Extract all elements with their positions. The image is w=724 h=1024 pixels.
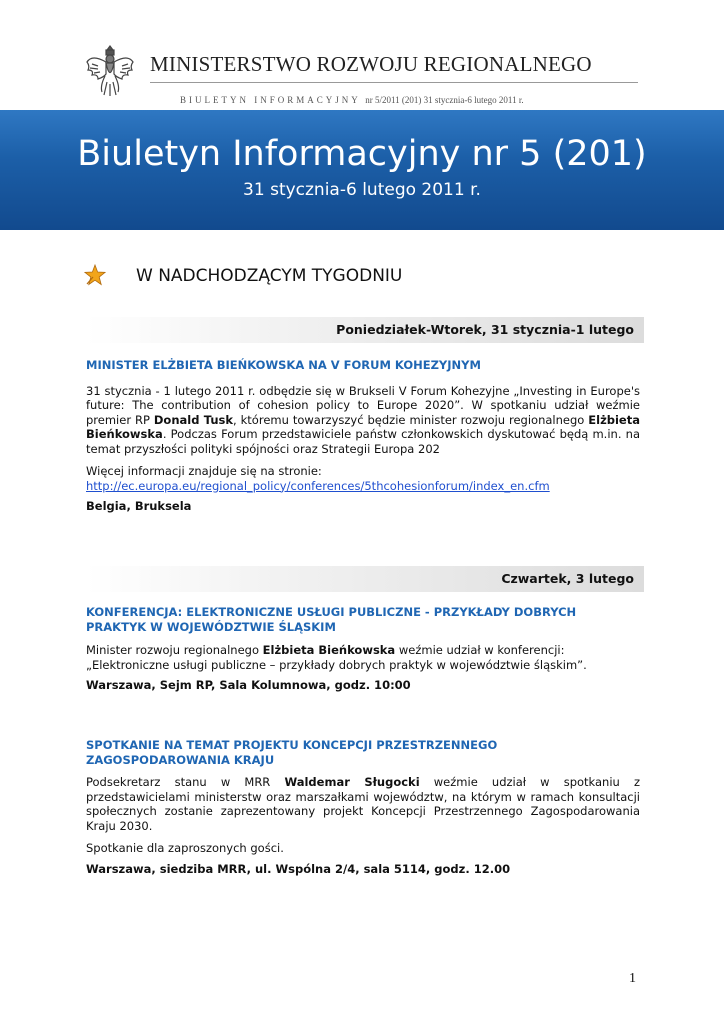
text-run: weźmie udział w spotkaniu z przedstawicielami ministerstw oraz marszałkami województw, na którym w ramach konsultacji społecznych zostanie zaprezentowany projekt Koncepcji Przestrzennego Zagospodarowania Kraju 2030. [86, 775, 641, 833]
event-description [86, 775, 640, 833]
text-run: 31 stycznia - 1 lutego 2011 r. odbędzie się w Brukseli V Forum Kohezyjne „Investing in Europe's future: The contribution of cohesion policy to Europe 2020”. W spotkaniu udział weźmie premier RP [86, 383, 640, 427]
event-meeting [86, 738, 640, 876]
text-run: Minister rozwoju regionalnego [86, 643, 263, 657]
event-conference [86, 605, 640, 693]
day-label: Czwartek, 3 lutego [501, 571, 634, 586]
event-heading: KONFERENCJA: ELEKTRONICZNE USŁUGI PUBLICZNE - PRZYKŁADY DOBRYCH PRAKTYK W WOJEWÓDZTWIE ŚLĄSKIM [86, 605, 577, 634]
event-description [86, 643, 640, 672]
event-location: Belgia, Bruksela [86, 499, 192, 513]
page-title: Biuletyn Informacyjny nr 5 (201) [77, 134, 647, 174]
bulletin-reference [180, 95, 524, 105]
event-link[interactable]: http://ec.europa.eu/regional_policy/conferences/5thcohesionforum/index_en.cfm [86, 478, 550, 493]
person-name: Waldemar Sługocki [284, 775, 420, 789]
event-description [86, 384, 640, 457]
title-banner [0, 110, 724, 230]
event-location: Warszawa, siedziba MRR, ul. Wspólna 2/4, sala 5114, godz. 12.00 [86, 861, 511, 876]
event-heading: SPOTKANIE NA TEMAT PROJEKTU KONCEPCJI PRZESTRZENNEGO ZAGOSPODAROWANIA KRAJU [86, 738, 498, 767]
page-header [0, 0, 724, 110]
header-divider [150, 82, 638, 83]
text-run: , któremu towarzyszyć będzie minister rozwoju regionalnego [233, 412, 589, 427]
person-name: Donald Tusk [153, 412, 234, 427]
page-number: 1 [629, 971, 636, 986]
day-label: Poniedziałek-Wtorek, 31 stycznia-1 lutego [336, 322, 634, 337]
person-name: Elżbieta Bieńkowska [86, 412, 640, 441]
bulletin-label: BIULETYN INFORMACYJNY [180, 95, 361, 105]
text-run: Podsekretarz stanu w MRR [86, 775, 285, 789]
eagle-emblem-icon [84, 40, 136, 98]
text-run: . Podczas Forum przedstawiciele państw członkowskich dyskutować będą m.in. na temat przyszłości polityki spójności oraz Strategii Europa 202 [86, 427, 640, 456]
event-location: Warszawa, Sejm RP, Sala Kolumnowa, godz. 10:00 [86, 678, 411, 692]
text-run: weźmie udział w konferencji: „Elektroniczne usługi publiczne – przykłady dobrych praktyk w województwie śląskim”. [86, 643, 587, 672]
event-forum [86, 358, 640, 514]
page-subtitle: 31 stycznia-6 lutego 2011 r. [243, 180, 481, 200]
bulletin-issue: nr 5/2011 (201) 31 stycznia-6 lutego 2011 r. [365, 95, 524, 105]
event-heading: MINISTER ELŻBIETA BIEŃKOWSKA NA V FORUM KOHEZYJNYM [86, 358, 481, 372]
more-info-text: Więcej informacji znajduje się na stronie: [86, 464, 322, 478]
ministry-name: MINISTERSTWO ROZWOJU REGIONALNEGO [150, 52, 592, 76]
person-name: Elżbieta Bieńkowska [262, 643, 396, 657]
day-header [86, 317, 644, 343]
section-title: W NADCHODZĄCYM TYGODNIU [136, 266, 403, 286]
star-icon [84, 264, 106, 286]
event-note: Spotkanie dla zaproszonych gości. [86, 841, 284, 855]
day-header [86, 566, 644, 592]
